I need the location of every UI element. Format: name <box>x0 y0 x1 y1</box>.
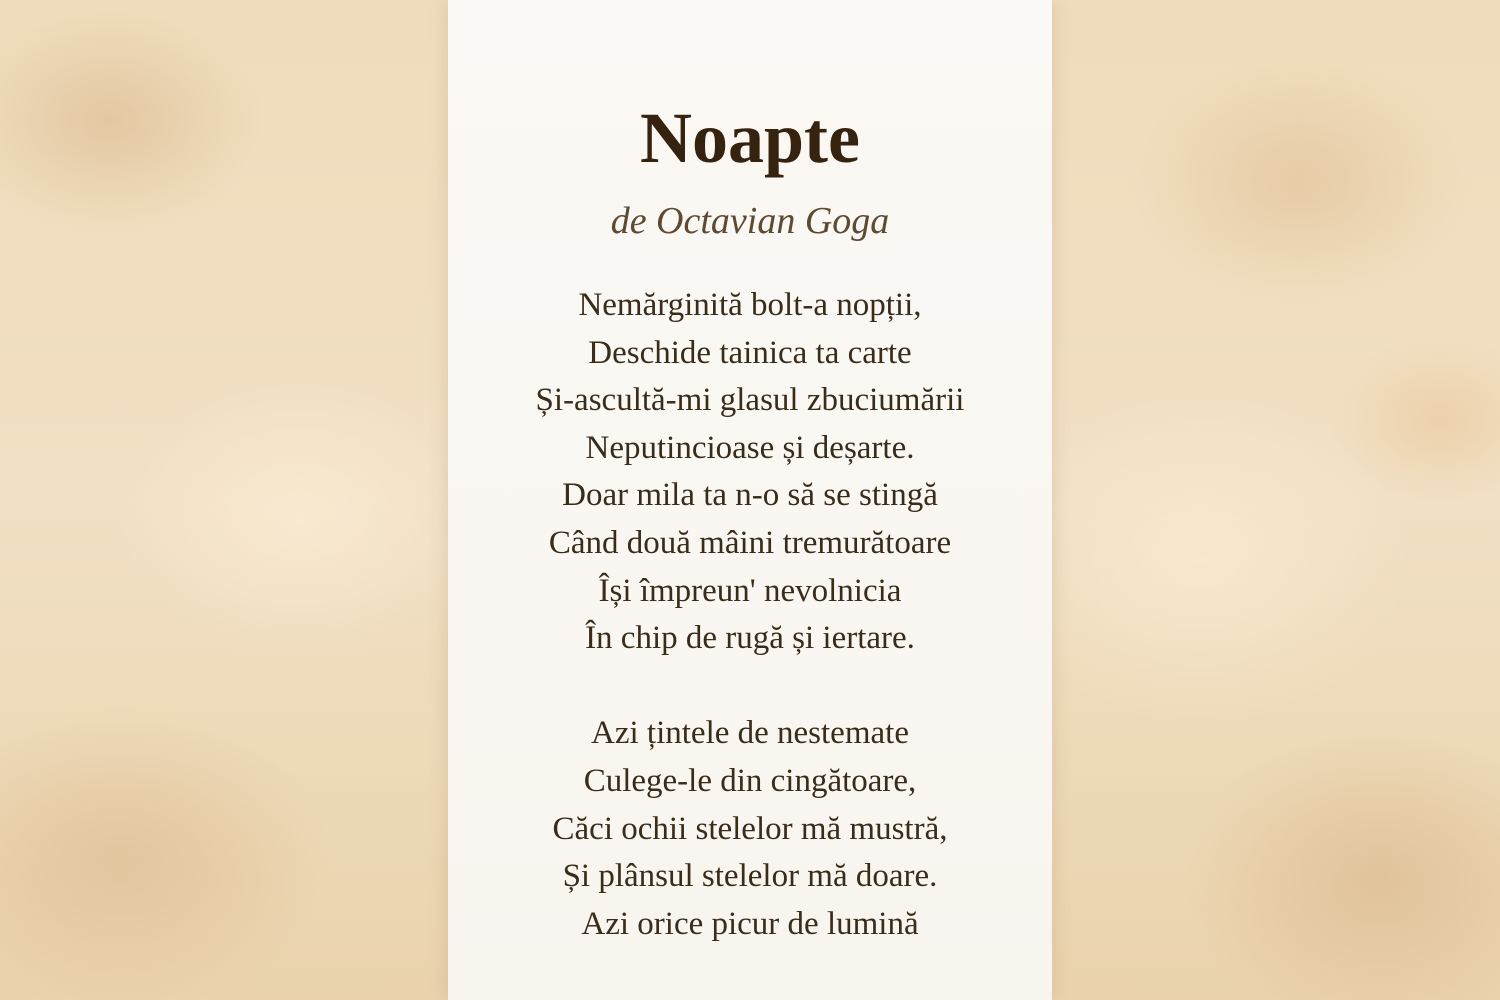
poem-line: Neputincioase și deșarte. <box>585 429 915 466</box>
poem-line: Azi orice picur de lumină <box>581 905 919 942</box>
poem-line: Culege-le din cingătoare, <box>583 762 917 799</box>
poem-line: Doar mila ta n-o să se stingă <box>562 477 938 514</box>
poem-line: Când două mâini tremurătoare <box>548 524 952 561</box>
poem-line: Azi țintele de nestemate <box>591 715 909 752</box>
poem-line: Își împreun' nevolnicia <box>598 572 902 609</box>
poem-line: Deschide tainica ta carte <box>588 334 912 371</box>
poem-title: Noapte <box>640 98 860 178</box>
poem-body <box>448 282 1052 948</box>
poem-line: Nemărginită bolt-a nopții, <box>578 287 922 323</box>
poem-line: Căci ochii stelelor mă mustră, <box>552 810 948 847</box>
poem-line: În chip de rugă și iertare. <box>585 620 915 657</box>
stanza-break <box>448 663 1052 711</box>
poem-page <box>448 0 1052 1000</box>
poem-author: de Octavian Goga <box>610 200 890 242</box>
poem-line: Și-ascultă-mi glasul zbuciumării <box>535 382 965 419</box>
poem-line: Și plânsul stelelor mă doare. <box>562 858 938 895</box>
